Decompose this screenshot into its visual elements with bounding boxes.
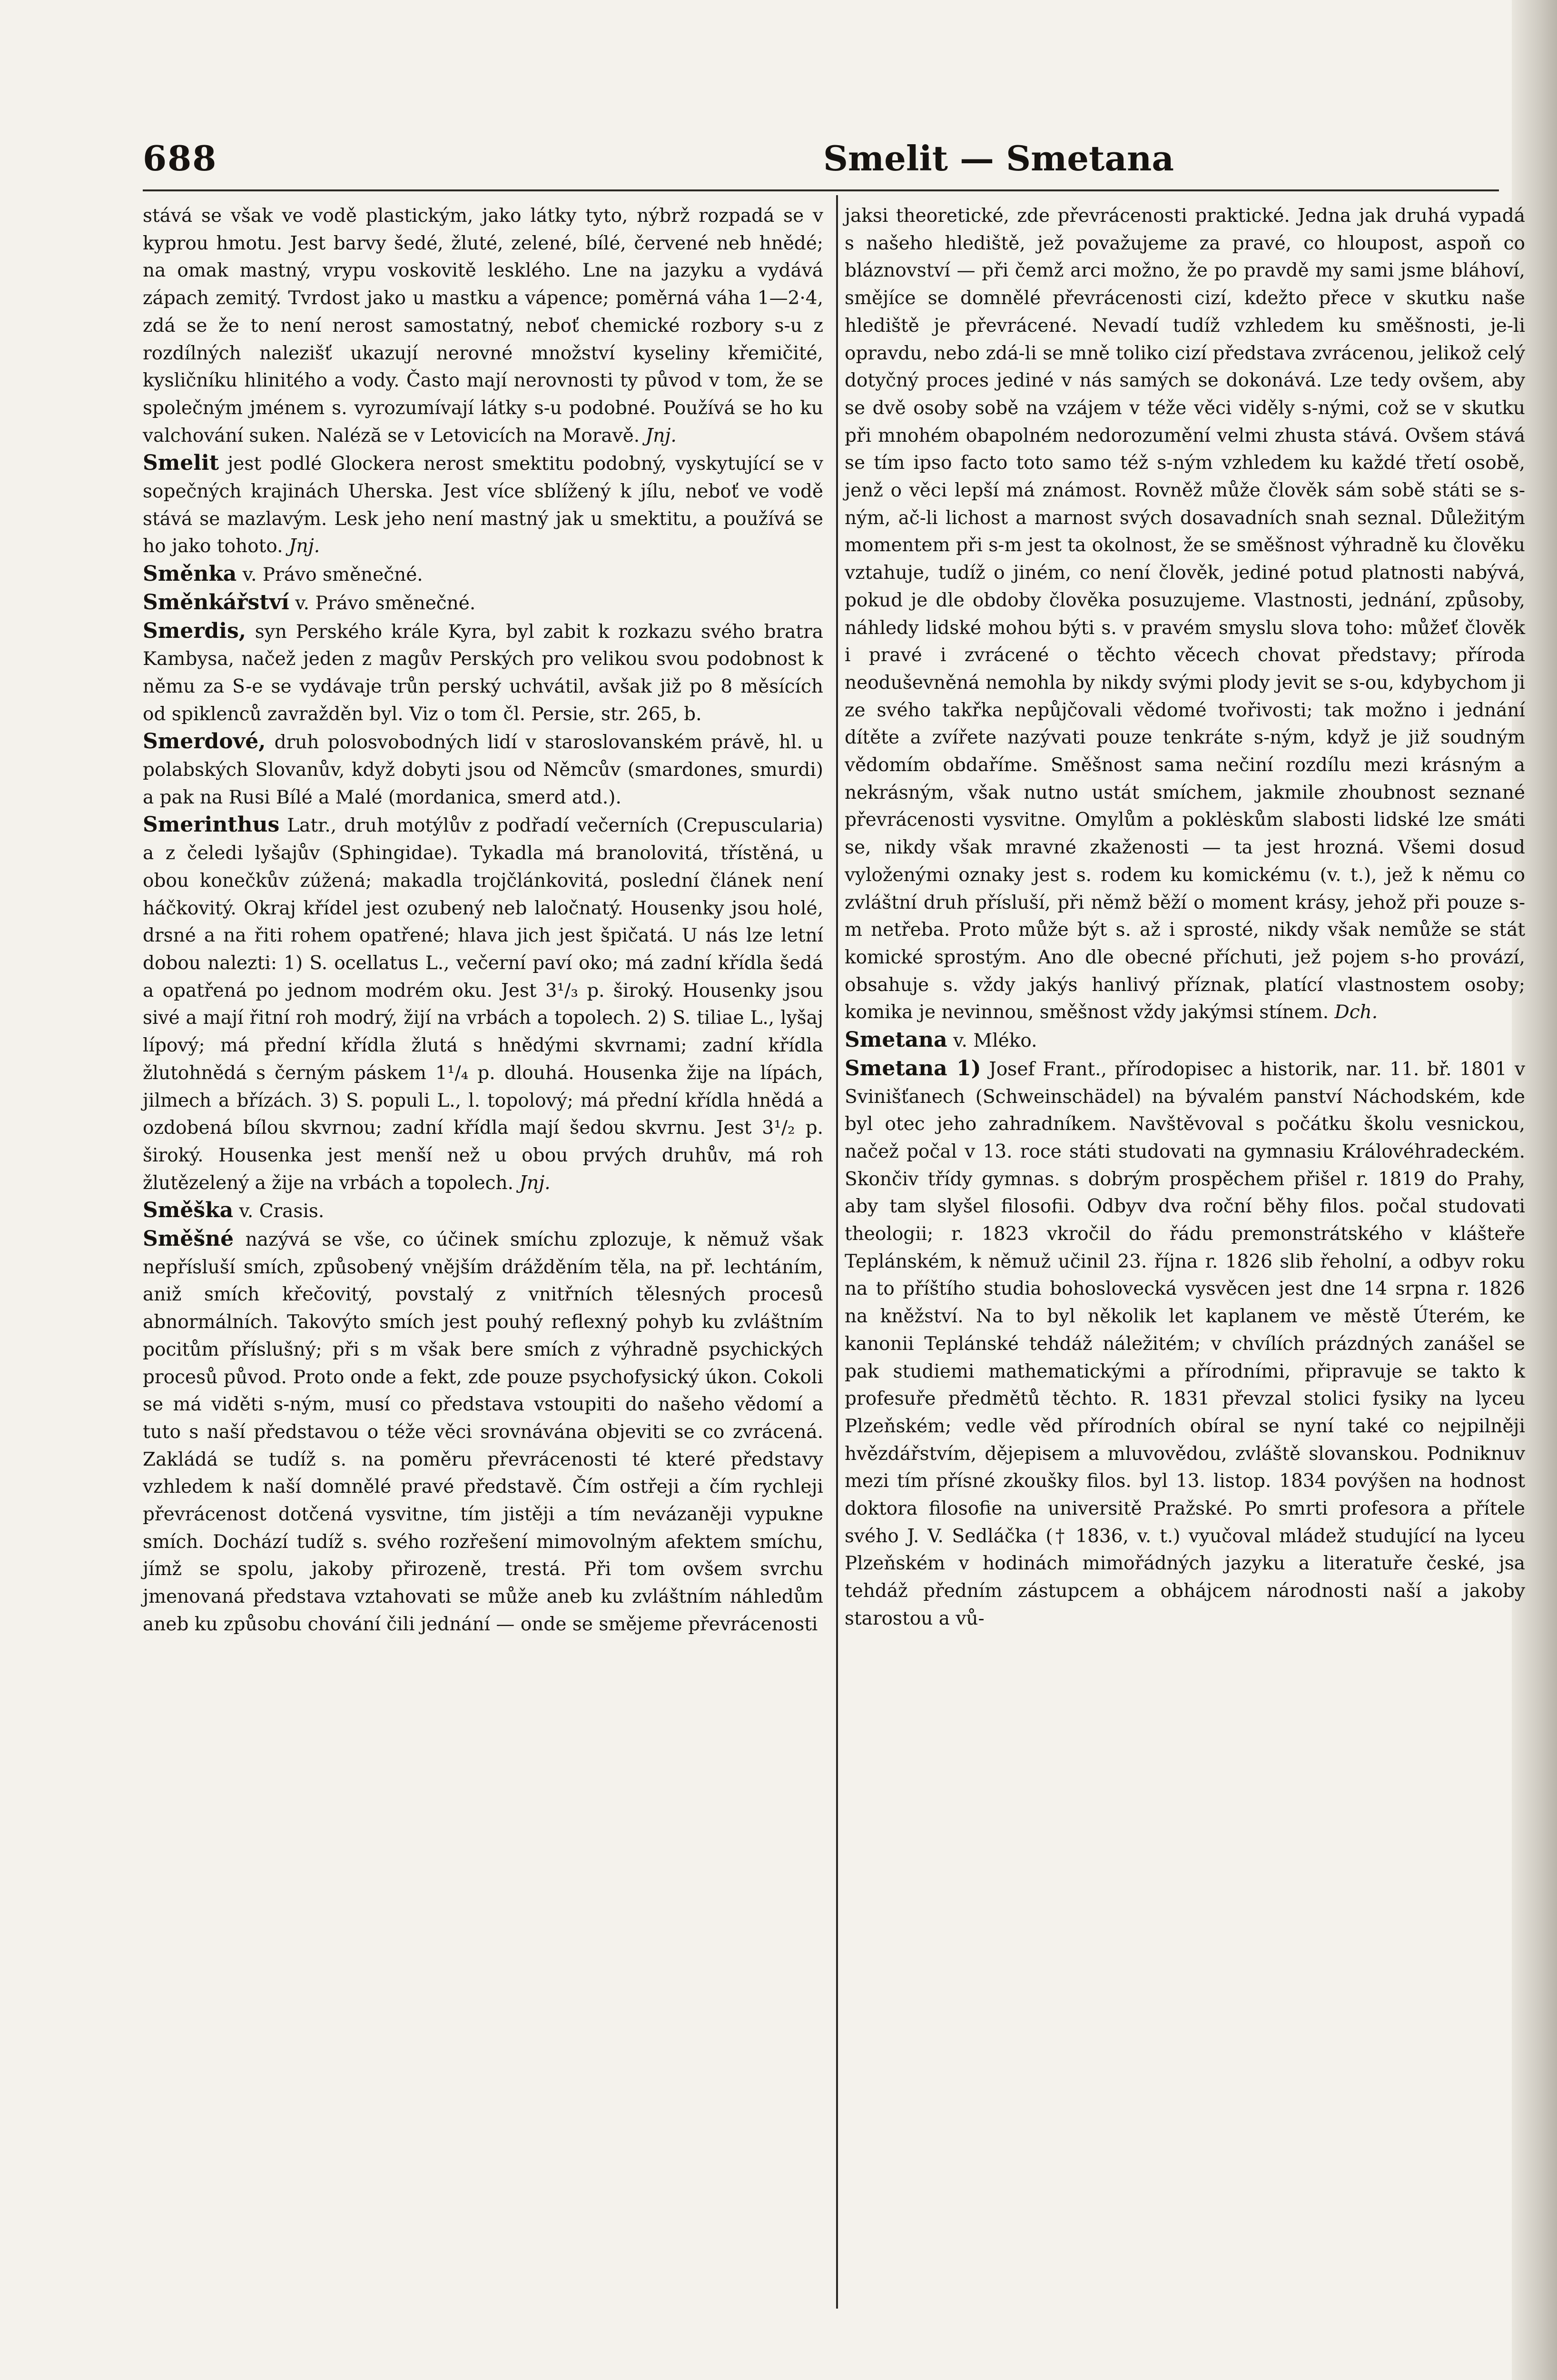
entry-paragraph [143,1197,823,1225]
entry-text: syn Perského krále Kyra, byl zabit k rozkazu svého bratra Kambysa, načež jeden z magův Perských pro velikou svou podobnost k němu za S-e se vydávaje trůn perský uchvátil, avšak již po 8 měsících od spiklenců zavražděn byl. Viz o tom čl. Persie, str. 265, b. [143,621,823,725]
headword: Směšné [143,1227,234,1251]
headword: Směnka [143,562,237,586]
headword: Smelit [143,451,219,476]
entry-paragraph [143,728,823,811]
headword: Smerdové, [143,729,266,754]
entry-text: v. Právo směnečné. [289,592,476,614]
entry-paragraph [143,617,823,728]
entry-paragraph [143,811,823,1197]
right-column [845,202,1525,1633]
entry-paragraph [143,560,823,589]
entry-text: Josef Frant., přírodopisec a historik, nar. 11. bř. 1801 v Svinišťanech (Schweinschädel) na bývalém panství Náchodském, kde byl otec jeho zahradníkem. Navštěvoval s počátku školu vesnickou, načež počal v 13. roce státi studovati na gymnasiu Královéhradeckém. Skončiv třídy gymnas. s dobrým prospěchem přišel r. 1819 do Prahy, aby tam slyšel filosofii. Odbyv dva roční běhy filos. počal studovati theologii; r. 1823 vkročil do řádu premonstrátského v klášteře Teplánském, k němuž učinil 23. října r. 1826 slib řeholní, a odbyv roku na to příštího studia bohoslovecká vysvěcen jest dne 14 srpna r. 1826 na kněžství. Na to byl několik let kaplanem ve městě Úterém, ke kanonii Teplánské tehdáž náležitém; v chvílích prázdných zanášel se pak studiemi mathematickými a přírodními, připravuje se takto k profesuře předmětů těchto. R. 1831 převzal stolici fysiky na lyceu Plzeňském; vedle věd přírodních obíral se nyní také co nejpilněji hvězdářstvím, dějepisem a mluvovědou, zvláště slovanskou. Podniknuv mezi tím přísné zkoušky filos. byl 13. listop. 1834 povýšen na hodnost doktora filosofie na universitě Pražské. Po smrti profesora a přítele svého J. V. Sedláčka († 1836, v. t.) vyučoval mládež studující na lyceu Plzeňském v hodinách mimořádných jazyku a literatuře české, jsa tehdáž předním zástupcem a obhájcem národnosti naší a jakoby starostou a vů- [845,1058,1525,1629]
author-signature: Jnj. [288,536,320,557]
left-column [143,202,823,1638]
page-header [143,138,1499,190]
entry-paragraph [845,202,1525,1026]
headword: Smerinthus [143,813,280,837]
author-signature: Jnj. [645,425,677,446]
entry-paragraph [845,1055,1525,1633]
entry-text: v. Právo směnečné. [237,564,423,586]
page-number: 688 [143,138,217,178]
entry-paragraph [143,1225,823,1638]
entry-text: nazývá se vše, co účinek smíchu zplozuje, k němuž však nepřísluší smích, způsobený vnějším drážděním těla, na př. lechtáním, aniž smích křečovitý, povstalý z vnitřních tělesných procesů abnormálních. Takovýto smích jest pouhý reflexný pohyb ku zvláštním pocitům příslušný; při s m však bere smích z výhradně psychických procesů původ. Proto onde a fekt, zde pouze psychofysický úkon. Cokoli se má viděti s-ným, musí co představa vstoupiti do našeho vědomí a tuto s naší představou o téže věci srovnávána objeviti se co zvrácená. Zakládá se tudíž s. na poměru převrácenosti té které představy vzhledem k naší domnělé pravé představě. Čím ostřeji a čím rychleji převrácenost dotčená vysvitne, tím jistěji a tím nevázaněji vypukne smích. Dochází tudíž s. svého rozřešení mimovolným afektem smíchu, jímž se spolu, jakoby přirozeně, trestá. Při tom ovšem svrchu jmenovaná představa vztahovati se může aneb ku zvláštním náhledům aneb ku způsobu chování čili jednání — onde se smějeme převrácenosti [143,1229,823,1635]
author-signature: Dch. [1334,1002,1378,1023]
headword: Směška [143,1198,234,1223]
entry-paragraph [143,202,823,449]
entry-text: stává se však ve vodě plastickým, jako látky tyto, nýbrž rozpadá se v kyprou hmotu. Jest barvy šedé, žluté, zelené, bílé, červené neb hnědé; na omak mastný, vrypu voskovitě lesklého. Lne na jazyku a vydává zápach zemitý. Tvrdost jako u mastku a vápence; poměrná váha 1—2·4, zdá se že to není nerost samostatný, neboť chemické rozbory s-u z rozdílných nalezišť ukazují nerovné množství kyseliny křemičité, kysličníku hlinitého a vody. Často mají nerovnosti ty původ v tom, že se společným jménem s. vyrozumívají látky s-u podobné. Používá se ho ku valchování suken. Naléză se v Letovicích na Moravě. [143,205,823,446]
header-rule [143,189,1499,191]
column-divider [836,195,838,2309]
headword: Smerdis, [143,618,246,643]
entry-text: druh polosvobodných lidí v staroslovanském právě, hl. u polabských Slovanův, když dobyti jsou od Němcův (smardones, smurdi) a pak na Rusi Bílé a Malé (mordanica, smerd atd.). [143,732,823,808]
entry-text: jest podlé Glockera nerost smektitu podobný, vyskytující se v sopečných krajinách Uherska. Jest více sblížený k jílu, neboť ve vodě stává se mazlavým. Lesk jeho není mastný jak u smektitu, a používá se ho jako tohoto. [143,453,823,557]
running-title: Smelit — Smetana [823,138,1174,178]
headword: Smetana [845,1028,947,1052]
entry-text: Latr., druh motýlův z podřadí večerních (Crepuscularia) a z čeledi lyšajův (Sphingidae). Tykadla má branolovitá, třístěná, u obou konečkův zúžená; makadla trojčlánkovitá, poslední článek není háčkovitý. Okraj křídel jest ozubený neb laločnatý. Housenky jsou holé, drsné a na řiti rohem opatřené; hlava jich jest špičatá. U nás lze letní dobou nalezti: 1) S. ocellatus L., večerní paví oko; má zadní křídla šedá a opatřená po jednom modrém oku. Jest 3¹/₃ p. široký. Housenky jsou sivé a mají řitní roh modrý, žijí na vrbách a topolech. 2) S. tiliae L., lyšaj lípový; má přední křídla žlutá s hnědými skvrnami; zadní křídla žlutohnědá s černým páskem 1¹/₄ p. dlouhá. Housenka žije na lípách, jilmech a břízách. 3) S. populi L., l. topolový; má přední křídla hnědá a ozdobená bílou skvrnou; zadní křídla mají šedou skvrnu. Jest 3¹/₂ p. široký. Housenka jest menší než u obou prvých druhův, má roh žlutězelený a žije na vrbách a topolech. [143,815,823,1194]
entry-paragraph [143,449,823,560]
headword: Směnkářství [143,590,289,615]
headword: Smetana 1) [845,1056,981,1081]
author-signature: Jnj. [519,1172,551,1194]
entry-paragraph [845,1026,1525,1055]
entry-text: v. Crasis. [233,1200,325,1222]
entry-paragraph [143,589,823,617]
entry-text: jaksi theoretické, zde převrácenosti praktické. Jedna jak druhá vypadá s našeho hlediště, jež považujeme za pravé, co hloupost, aspoň co bláznovství — při čemž arci možno, že po pravdě my sami jsme bláhoví, smějíce se domnělé převrácenosti cizí, kdežto přece v skutku naše hlediště je převrácené. Nevadí tudíž vzhledem ku směšnosti, je-li opravdu, nebo zdá-li se mně toliko cizí představa zvrácenou, jelikož celý dotyčný proces jediné v nás samých se dokonává. Lze tedy ovšem, aby se dvě osoby sobě na vzájem v téže věci viděly s-nými, což se v skutku při mnohém obapolném nedorozumění velmi zhusta stává. Ovšem stává se tím ipso facto toto samo též s-ným vzhledem ku každé třetí osobě, jenž o věci lepší má známost. Rovněž může člověk sám sobě státi se s-ným, ač-li lichost a marnost svých dosavadních snah seznal. Důležitým momentem při s-m jest ta okolnost, že se směšnost výhradně ku člověku vztahuje, tudíž o jiném, co není člověk, jediné potud platnosti nabývá, pokud je dle obdoby člověka posuzujeme. Vlastnosti, jednání, způsoby, náhledy lidské mohou býti s. v pravém smyslu slova toho: můžeť člověk i pravé i zvrácené o těchto věcech chovat představy; příroda neoduševněná nemohla by nikdy svými plody jevit se s-ou, kdybychom ji ze svého takřka nepůjčovali vědomé tvořivosti; tak možno i jednání dítěte a zvířete nazývati pouze tenkráte s-ným, když je již soudným vědomím obdaříme. Směšnost sama nečiní rozdílu mezi krásným a nekrásným, však nutno ustát smíchem, jakmile zhoubnost seznané převrácenosti vysvitne. Omylům a poklėskům slabosti lidské lze smáti se, nikdy však mravné zkaženosti — ta jest hrozná. Všemi dosud vyloženými oznaky jest s. rodem ku komickému (v. t.), jež k němu co zvláštní druh přísluší, při němž běží o moment krásy, jehož při pouze s-m netřeba. Proto může být s. až i sprosté, nikdy však nemůže se stát komické sprostým. Ano dle obecné příchuti, jež pojem s-ho provází, obsahuje s. vždy jakýs hanlivý příznak, platící vlastnostem osoby; komika je nevinnou, směšnost vždy jakýmsi stínem. [845,205,1525,1023]
entry-text: v. Mléko. [947,1030,1037,1052]
